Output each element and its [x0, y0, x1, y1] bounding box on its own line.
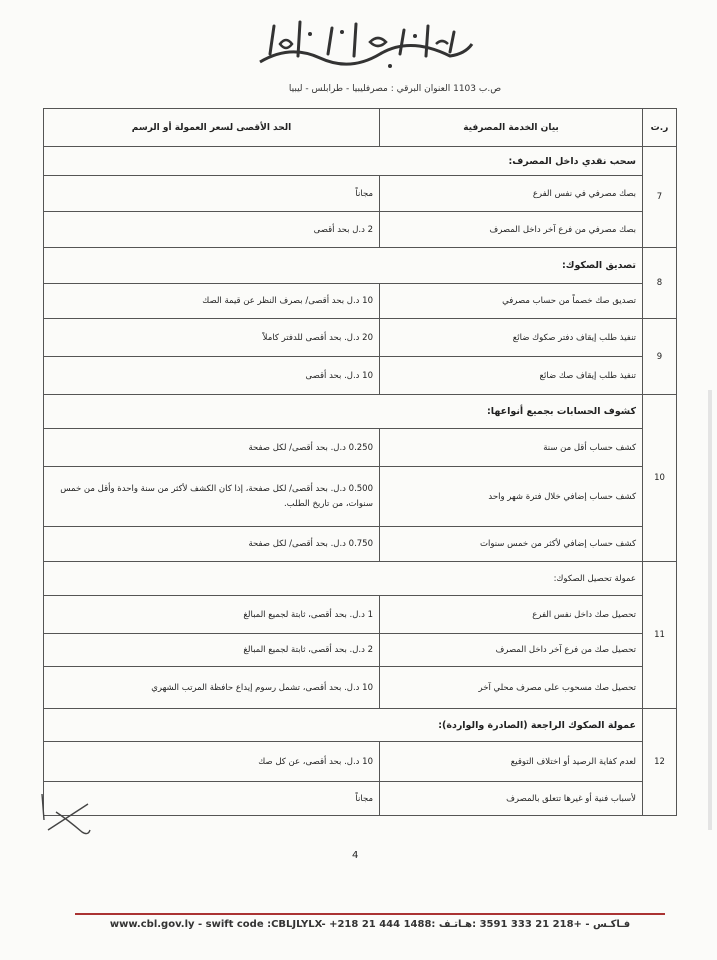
fees-table — [43, 108, 677, 816]
service-cell: كشف حساب أقل من سنة — [380, 429, 643, 467]
table-row — [44, 667, 677, 709]
section-title-row — [44, 562, 677, 596]
service-cell: لعدم كفاية الرصيد أو اختلاف التوقيع — [380, 742, 643, 782]
fee-cell: 0.250 د.ل. بحد أقصى/ لكل صفحة — [44, 429, 380, 467]
section-title: كشوف الحسابات بجميع أنواعها: — [44, 395, 643, 429]
table-row — [44, 319, 677, 357]
signature-mark — [38, 790, 98, 840]
table-row — [44, 176, 677, 212]
service-cell: كشف حساب إضافي خلال فترة شهر واحد — [380, 467, 643, 527]
table-row — [44, 742, 677, 782]
fee-cell: 10 د.ل. بحد أقصى — [44, 357, 380, 395]
section-title-row — [44, 248, 677, 284]
table-header-row — [44, 109, 677, 147]
page-edge-shadow — [708, 390, 712, 830]
section-title: عمولة الصكوك الراجعة (الصادرة والواردة): — [44, 709, 643, 742]
service-cell: تنفيذ طلب إيقاف صك ضائع — [380, 357, 643, 395]
footer-contact: www.cbl.gov.ly - swift code :CBLJLYLX- +218 21 444 1488: فـاكـس - +218 21 333 3591 :هـاتـف — [109, 919, 631, 930]
service-cell: تحصيل صك داخل نفس الفرع — [380, 596, 643, 634]
fee-cell: 2 د.ل بحد أقصى — [44, 212, 380, 248]
section-title-row — [44, 395, 677, 429]
service-cell: كشف حساب إضافي لأكثر من خمس سنوات — [380, 527, 643, 562]
table-row — [44, 212, 677, 248]
page-number: 4 — [352, 850, 359, 861]
section-title: تصديق الصكوك: — [44, 248, 643, 284]
service-cell: بصك مصرفي في نفس الفرع — [380, 176, 643, 212]
fee-cell: 1 د.ل. بحد أقصى، ثابتة لجميع المبالغ — [44, 596, 380, 634]
bank-logo — [250, 14, 480, 74]
row-number: 12 — [643, 709, 677, 816]
service-cell: تحصيل صك مسحوب على مصرف محلي آخر — [380, 667, 643, 709]
table-row — [44, 596, 677, 634]
fee-cell: 0.500 د.ل. بحد أقصى/ لكل صفحة، إذا كان الكشف لأكثر من سنة واحدة وأقل من خمس سنوات، من تاريخ الطلب. — [44, 467, 380, 527]
fee-cell: 10 د.ل. بحد أقصى، تشمل رسوم إيداع حافظة المرتب الشهري — [44, 667, 380, 709]
table-row — [44, 634, 677, 667]
fee-cell: مجاناً — [44, 176, 380, 212]
section-title-row — [44, 147, 677, 176]
footer-divider — [75, 913, 665, 915]
table-row — [44, 782, 677, 816]
section-title: عمولة تحصيل الصكوك: — [44, 562, 643, 596]
service-cell: تصديق صك خصماً من حساب مصرفي — [380, 284, 643, 319]
table-row — [44, 527, 677, 562]
fee-cell: 2 د.ل. بحد أقصى، ثابتة لجميع المبالغ — [44, 634, 380, 667]
section-title-row — [44, 709, 677, 742]
header-number: ر.ت — [643, 109, 677, 147]
fee-cell: 10 د.ل بحد أقصى/ بصرف النظر عن قيمة الصك — [44, 284, 380, 319]
fee-cell: 20 د.ل. بحد أقصى للدفتر كاملاً — [44, 319, 380, 357]
row-number: 8 — [643, 248, 677, 319]
fee-cell: مجاناً — [44, 782, 380, 816]
address-line: ص.ب 1103 العنوان البرقي : مصرفليبيا - طرابلس - ليبيا — [288, 84, 502, 94]
table-row — [44, 429, 677, 467]
row-number: 9 — [643, 319, 677, 395]
service-cell: تنفيذ طلب إيقاف دفتر صكوك ضائع — [380, 319, 643, 357]
fee-cell: 10 د.ل. بحد أقصى، عن كل صك — [44, 742, 380, 782]
fee-cell: 0.750 د.ل. بحد أقصى/ لكل صفحة — [44, 527, 380, 562]
service-cell: بصك مصرفي من فرع آخر داخل المصرف — [380, 212, 643, 248]
row-number: 7 — [643, 147, 677, 248]
table-row — [44, 467, 677, 527]
header-service: بيان الخدمة المصرفية — [380, 109, 643, 147]
service-cell: تحصيل صك من فرع آخر داخل المصرف — [380, 634, 643, 667]
calligraphy-logo-image — [250, 14, 480, 74]
service-cell: لأسباب فنية أو غيرها تتعلق بالمصرف — [380, 782, 643, 816]
row-number: 10 — [643, 395, 677, 562]
section-title: سحب نقدي داخل المصرف: — [44, 147, 643, 176]
table-row — [44, 357, 677, 395]
table-row — [44, 284, 677, 319]
row-number: 11 — [643, 562, 677, 709]
header-fee: الحد الأقصى لسعر العمولة أو الرسم — [44, 109, 380, 147]
